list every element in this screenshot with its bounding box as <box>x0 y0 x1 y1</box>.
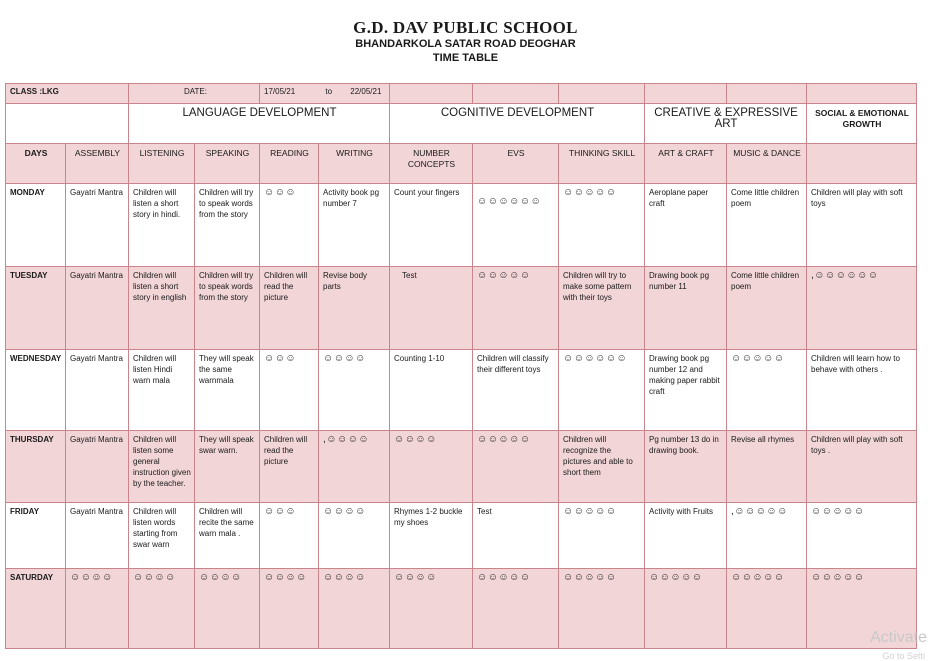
group-blank <box>6 104 129 144</box>
cell: ☺☺☺☺ <box>195 569 260 649</box>
cell: ☺☺☺ <box>260 350 319 431</box>
date-label: DATE: <box>129 84 260 104</box>
cell: They will speak swar warn. <box>195 431 260 503</box>
table-row <box>6 569 917 649</box>
cell: ☺☺☺☺ <box>319 503 390 569</box>
group-cognitive: COGNITIVE DEVELOPMENT <box>390 104 645 144</box>
col-thinking-skill: THINKING SKILL <box>559 144 645 184</box>
table-row <box>6 431 917 503</box>
cell: Children will recognize the pictures and able to short them <box>559 431 645 503</box>
cell: ☺☺☺☺ <box>390 431 473 503</box>
school-address: BHANDARKOLA SATAR ROAD DEOGHAR <box>355 38 576 50</box>
cell: Gayatri Mantra <box>66 503 129 569</box>
date-from: 17/05/21 <box>264 87 296 96</box>
cell: ☺☺☺☺☺☺ <box>559 350 645 431</box>
group-creative: CREATIVE & EXPRESSIVE ART <box>645 104 807 144</box>
cell: ☺☺☺ <box>260 184 319 267</box>
table-row <box>6 350 917 431</box>
info-blank-4 <box>645 84 727 104</box>
info-blank-3 <box>559 84 645 104</box>
cell: Children will listen Hindi warn mala <box>129 350 195 431</box>
day-cell: MONDAY <box>6 184 66 267</box>
cell: Children will recite the same warn mala . <box>195 503 260 569</box>
cell: ☺☺☺☺ <box>390 569 473 649</box>
cell: Children will learn how to behave with others . <box>807 350 917 431</box>
cell: Activity book pg number 7 <box>319 184 390 267</box>
info-blank-5 <box>727 84 807 104</box>
cell: Aeroplane paper craft <box>645 184 727 267</box>
timetable <box>5 83 917 649</box>
col-evs: EVS <box>473 144 559 184</box>
day-cell: FRIDAY <box>6 503 66 569</box>
to-label: to <box>325 87 333 96</box>
info-blank-1 <box>390 84 473 104</box>
day-cell: WEDNESDAY <box>6 350 66 431</box>
school-name: G.D. DAV PUBLIC SCHOOL <box>353 18 578 37</box>
cell: Come little children poem <box>727 184 807 267</box>
cell: ☺☺☺☺☺ <box>559 569 645 649</box>
col-social <box>807 144 917 184</box>
cell: Revise all rhymes <box>727 431 807 503</box>
cell: Come little children poem <box>727 267 807 350</box>
cell: Drawing book pg number 12 and making paper rabbit craft <box>645 350 727 431</box>
col-listening: LISTENING <box>129 144 195 184</box>
cell: ☺☺☺☺☺ <box>807 503 917 569</box>
cell: Gayatri Mantra <box>66 267 129 350</box>
col-writing: WRITING <box>319 144 390 184</box>
cell: ☺☺☺☺ <box>129 569 195 649</box>
col-reading: READING <box>260 144 319 184</box>
cell: ☺☺☺☺☺ <box>559 503 645 569</box>
cell: ,☺☺☺☺ <box>319 431 390 503</box>
cell: They will speak the same warnmala <box>195 350 260 431</box>
cell: Children will play with soft toys . <box>807 431 917 503</box>
cell: Children will read the picture <box>260 431 319 503</box>
cell: Gayatri Mantra <box>66 350 129 431</box>
cell: Test <box>390 267 473 350</box>
cell: ☺☺☺☺☺ <box>473 267 559 350</box>
cell: ☺☺☺☺☺ <box>807 569 917 649</box>
cell: Gayatri Mantra <box>66 431 129 503</box>
cell: ☺☺☺ <box>260 503 319 569</box>
cell: ☺☺☺☺☺ <box>473 569 559 649</box>
cell: Children will try to speak words from the story <box>195 184 260 267</box>
cell: ☺☺☺☺ <box>66 569 129 649</box>
cell: ☺☺☺☺☺☺ <box>473 184 559 267</box>
date-to: 22/05/21 <box>350 87 382 96</box>
cell: Children will classify their different toys <box>473 350 559 431</box>
cell: ☺☺☺☺☺ <box>645 569 727 649</box>
cell: Children will try to make some pattern with their toys <box>559 267 645 350</box>
cell: ☺☺☺☺ <box>319 569 390 649</box>
cell: Revise body parts <box>319 267 390 350</box>
col-assembly: ASSEMBLY <box>66 144 129 184</box>
cell: Children will listen some general instruction given by the teacher. <box>129 431 195 503</box>
cell: Gayatri Mantra <box>66 184 129 267</box>
cell: Test <box>473 503 559 569</box>
cell: ,☺☺☺☺☺ <box>727 503 807 569</box>
cell: ☺☺☺☺☺ <box>473 431 559 503</box>
group-language: LANGUAGE DEVELOPMENT <box>129 104 390 144</box>
cell: Rhymes 1-2 buckle my shoes <box>390 503 473 569</box>
cell: Children will listen a short story in hindi. <box>129 184 195 267</box>
col-number-concepts: NUMBER CONCEPTS <box>390 144 473 184</box>
cell: Children will try to speak words from the story <box>195 267 260 350</box>
document-title: TIME TABLE <box>432 52 499 64</box>
col-speaking: SPEAKING <box>195 144 260 184</box>
col-days: DAYS <box>6 144 66 184</box>
cell: ☺☺☺☺☺ <box>727 569 807 649</box>
day-cell: THURSDAY <box>6 431 66 503</box>
activation-watermark-sub: Go to Setti <box>882 651 925 661</box>
activation-watermark: Activate <box>870 629 927 646</box>
table-row <box>6 503 917 569</box>
class-label: CLASS :LKG <box>6 84 129 104</box>
cell: Pg number 13 do in drawing book. <box>645 431 727 503</box>
cell: ☺☺☺☺ <box>260 569 319 649</box>
table-row <box>6 184 917 267</box>
cell: Children will listen a short story in english <box>129 267 195 350</box>
cell: ☺☺☺☺☺ <box>559 184 645 267</box>
col-art-craft: ART & CRAFT <box>645 144 727 184</box>
cell: ☺☺☺☺☺ <box>727 350 807 431</box>
cell: Children will read the picture <box>260 267 319 350</box>
col-music-dance: MUSIC & DANCE <box>727 144 807 184</box>
table-row <box>6 267 917 350</box>
group-row <box>6 104 917 144</box>
column-header-row <box>6 144 917 184</box>
day-cell: SATURDAY <box>6 569 66 649</box>
cell: ,☺☺☺☺☺☺ <box>807 267 917 350</box>
info-blank-6 <box>807 84 917 104</box>
cell: Activity with Fruits <box>645 503 727 569</box>
cell: Drawing book pg number 11 <box>645 267 727 350</box>
group-social: SOCIAL & EMOTIONAL GROWTH <box>807 104 917 144</box>
cell: Children will listen words starting from swar warn <box>129 503 195 569</box>
cell: ☺☺☺☺ <box>319 350 390 431</box>
day-cell: TUESDAY <box>6 267 66 350</box>
cell: Children will play with soft toys <box>807 184 917 267</box>
cell: Count your fingers <box>390 184 473 267</box>
cell: Counting 1-10 <box>390 350 473 431</box>
info-blank-2 <box>473 84 559 104</box>
date-range <box>260 84 390 104</box>
info-row <box>6 84 917 104</box>
